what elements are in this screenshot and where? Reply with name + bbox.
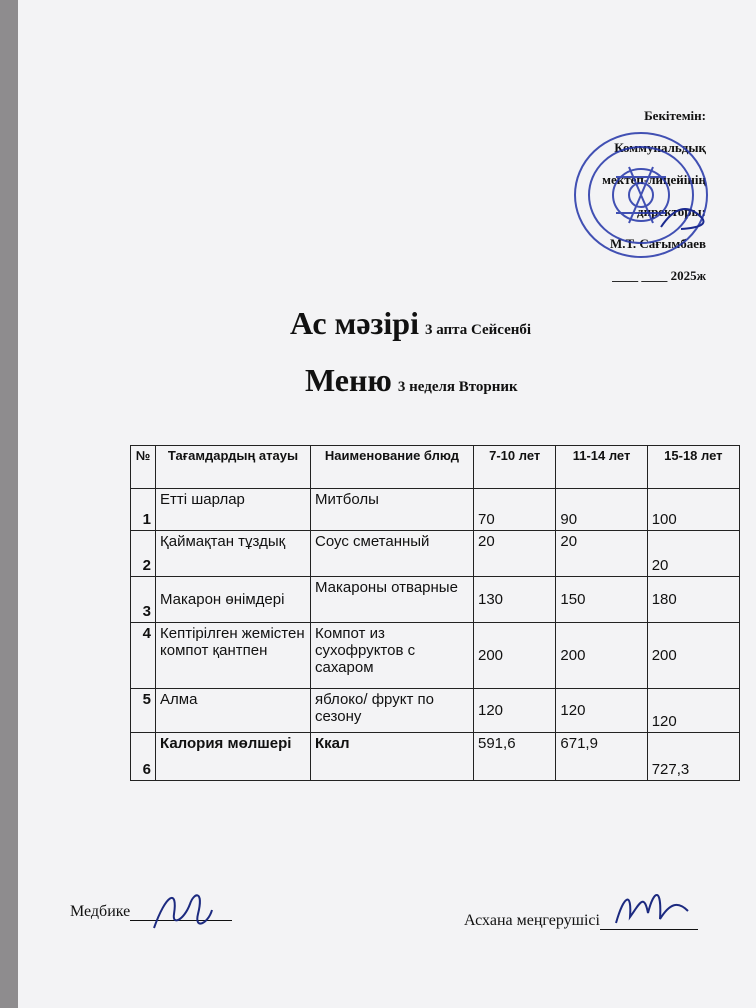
director-name: М.Т. Сағымбаев xyxy=(610,236,706,251)
portion-15-18: 120 xyxy=(647,689,739,733)
canteen-signature-line xyxy=(600,929,698,930)
calories-label-ru: Ккал xyxy=(311,733,474,781)
portion-11-14: 120 xyxy=(556,689,647,733)
dish-name-kz: Макарон өнімдері xyxy=(156,577,311,623)
row-number: 5 xyxy=(131,689,156,733)
portion-7-10: 20 xyxy=(474,531,556,577)
row-number: 3 xyxy=(131,577,156,623)
title-russian-main: Меню xyxy=(305,362,392,398)
table-header-row xyxy=(131,446,740,489)
table-row xyxy=(131,489,740,531)
dish-name-kz: Кептірілген жемістен компот қантпен xyxy=(156,623,311,689)
title-kazakh xyxy=(290,305,531,342)
official-stamp xyxy=(571,127,717,267)
table-row xyxy=(131,531,740,577)
header-age-15-18: 15-18 лет xyxy=(647,446,739,489)
dish-name-ru: яблоко/ фрукт по сезону xyxy=(311,689,474,733)
portion-11-14: 200 xyxy=(556,623,647,689)
portion-15-18: 200 xyxy=(647,623,739,689)
portion-11-14: 20 xyxy=(556,531,647,577)
header-name-ru: Наименование блюд xyxy=(311,446,474,489)
nurse-label: Медбике xyxy=(70,903,131,920)
portion-7-10: 200 xyxy=(474,623,556,689)
row-number: 2 xyxy=(131,531,156,577)
nurse-signature-block xyxy=(70,903,232,921)
row-number: 4 xyxy=(131,623,156,689)
portion-15-18: 100 xyxy=(647,489,739,531)
calories-11-14: 671,9 xyxy=(556,733,647,781)
canteen-head-label: Асхана меңгерушісі xyxy=(464,912,600,929)
approval-line: мектеп-лицейінің xyxy=(602,172,706,187)
approval-date: ____ ____ 2025ж xyxy=(612,268,706,283)
dish-name-kz: Етті шарлар xyxy=(156,489,311,531)
portion-15-18: 180 xyxy=(647,577,739,623)
menu-table xyxy=(130,445,740,781)
portion-7-10: 130 xyxy=(474,577,556,623)
table-row xyxy=(131,623,740,689)
dish-name-ru: Митболы xyxy=(311,489,474,531)
header-number: № xyxy=(131,446,156,489)
dish-name-ru: Соус сметанный xyxy=(311,531,474,577)
table-row-calories xyxy=(131,733,740,781)
portion-11-14: 90 xyxy=(556,489,647,531)
calories-7-10: 591,6 xyxy=(474,733,556,781)
title-russian-sub: 3 неделя Вторник xyxy=(397,379,518,395)
portion-7-10: 120 xyxy=(474,689,556,733)
row-number: 1 xyxy=(131,489,156,531)
header-name-kz: Тағамдардың атауы xyxy=(156,446,311,489)
table-row xyxy=(131,577,740,623)
portion-11-14: 150 xyxy=(556,577,647,623)
title-russian xyxy=(305,362,518,399)
portion-15-18: 20 xyxy=(647,531,739,577)
table-row xyxy=(131,689,740,733)
canteen-signature-scribble xyxy=(610,883,694,939)
dish-name-ru: Макароны отварные xyxy=(311,577,474,623)
nurse-signature-scribble xyxy=(148,884,218,936)
dish-name-kz: Қаймақтан тұздық xyxy=(156,531,311,577)
header-age-7-10: 7-10 лет xyxy=(474,446,556,489)
calories-15-18: 727,3 xyxy=(647,733,739,781)
title-kazakh-sub: 3 апта Сейсенбі xyxy=(424,322,532,338)
portion-7-10: 70 xyxy=(474,489,556,531)
approval-line: Коммунальдық xyxy=(614,140,706,155)
row-number: 6 xyxy=(131,733,156,781)
calories-label-kz: Калория мөлшері xyxy=(156,733,311,781)
title-kazakh-main: Ас мәзірі xyxy=(290,305,419,341)
approval-heading: Бекітемін: xyxy=(644,108,706,123)
dish-name-ru: Компот из сухофруктов с сахаром xyxy=(311,623,474,689)
approval-line: директоры: xyxy=(637,204,706,219)
document-page xyxy=(18,0,756,1008)
dish-name-kz: Алма xyxy=(156,689,311,733)
nurse-signature-line xyxy=(130,920,232,921)
header-age-11-14: 11-14 лет xyxy=(556,446,647,489)
canteen-signature-block xyxy=(464,912,698,930)
